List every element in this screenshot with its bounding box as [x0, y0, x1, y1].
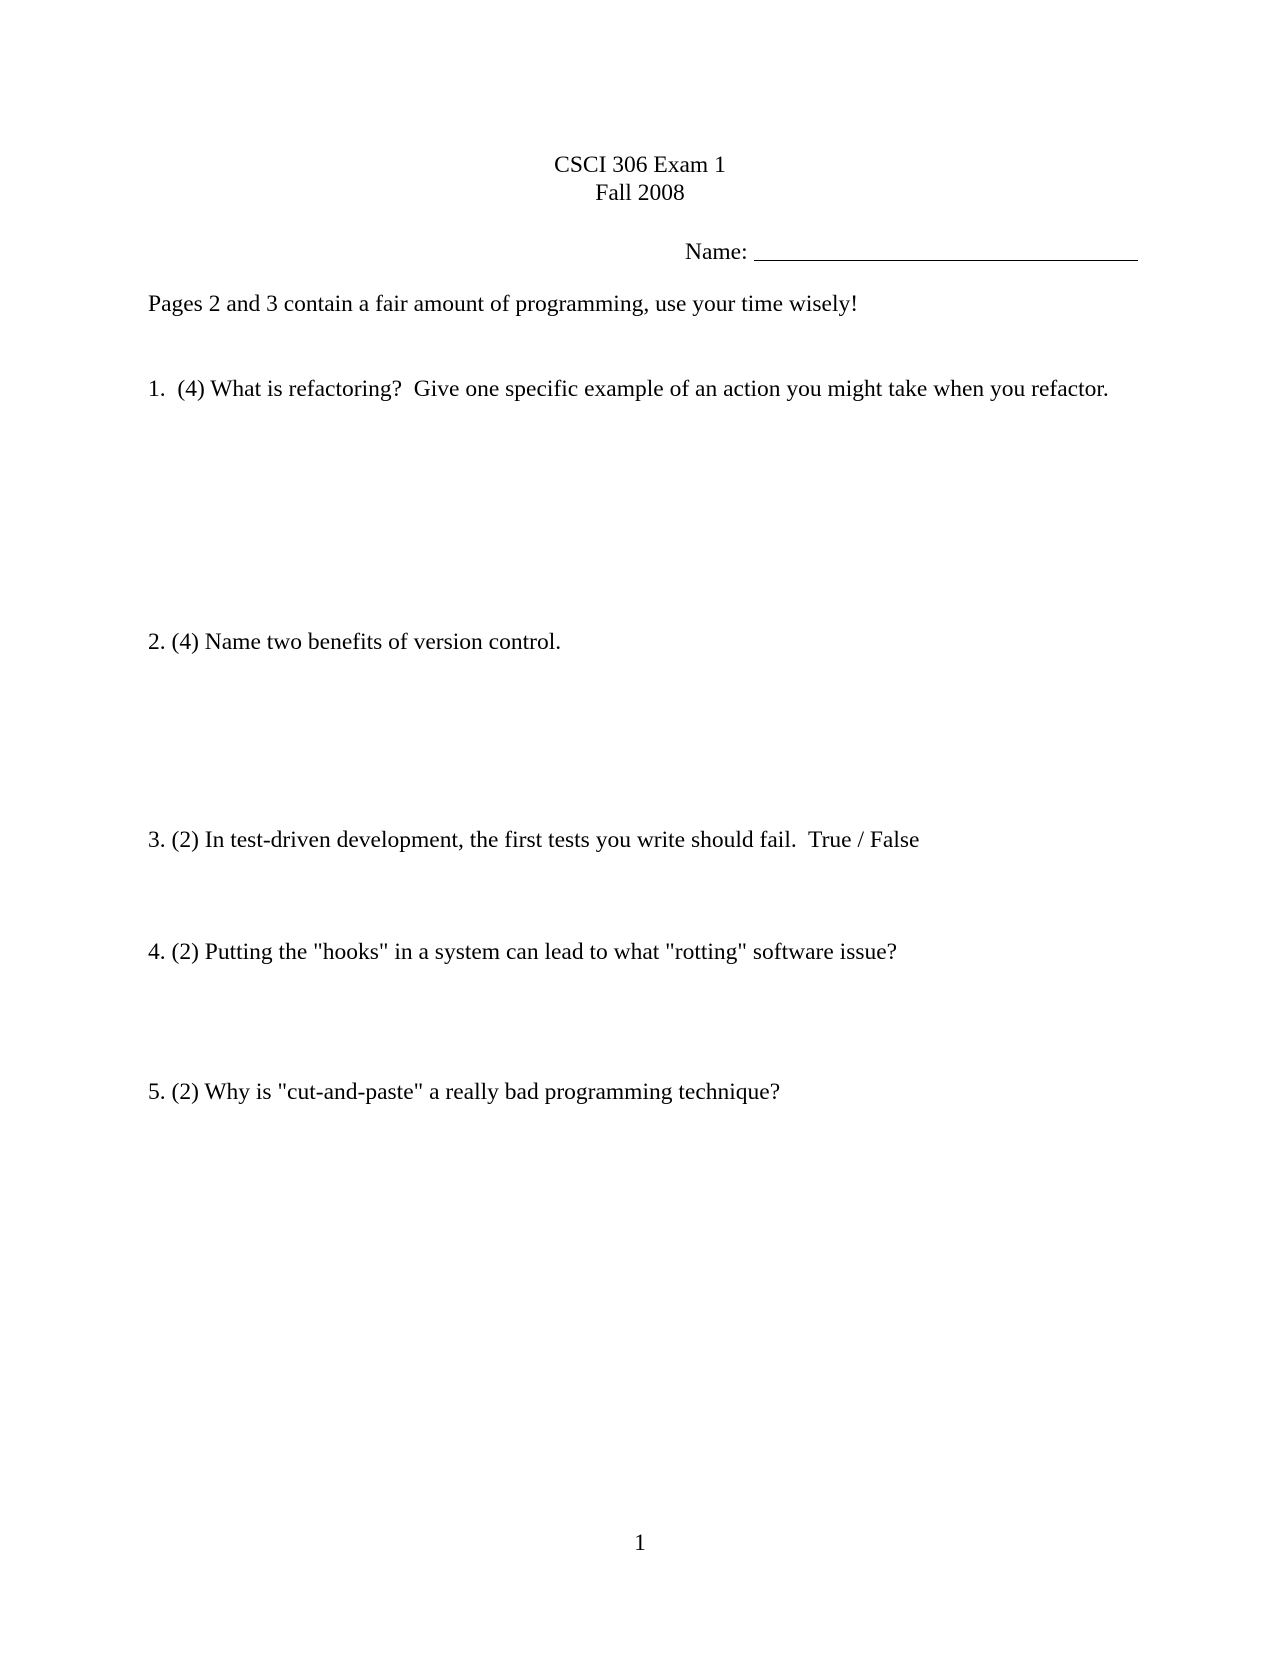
question-1: 1. (4) What is refactoring? Give one specific example of an action you might take when you refactor.	[148, 376, 1109, 402]
course-title: CSCI 306 Exam 1	[554, 152, 726, 178]
question-3: 3. (2) In test-driven development, the first tests you write should fail. True / False	[148, 827, 920, 853]
page-number: 1	[634, 1530, 646, 1556]
question-2: 2. (4) Name two benefits of version control.	[148, 629, 562, 655]
question-4: 4. (2) Putting the "hooks" in a system can lead to what "rotting" software issue?	[148, 939, 898, 965]
name-blank-line[interactable]	[754, 238, 1138, 261]
term-title: Fall 2008	[595, 180, 685, 206]
instructions-text: Pages 2 and 3 contain a fair amount of programming, use your time wisely!	[148, 291, 859, 317]
name-label: Name:	[685, 239, 748, 265]
exam-header	[0, 151, 1280, 207]
question-5: 5. (2) Why is "cut-and-paste" a really bad programming technique?	[148, 1079, 781, 1105]
name-field	[685, 236, 1138, 266]
